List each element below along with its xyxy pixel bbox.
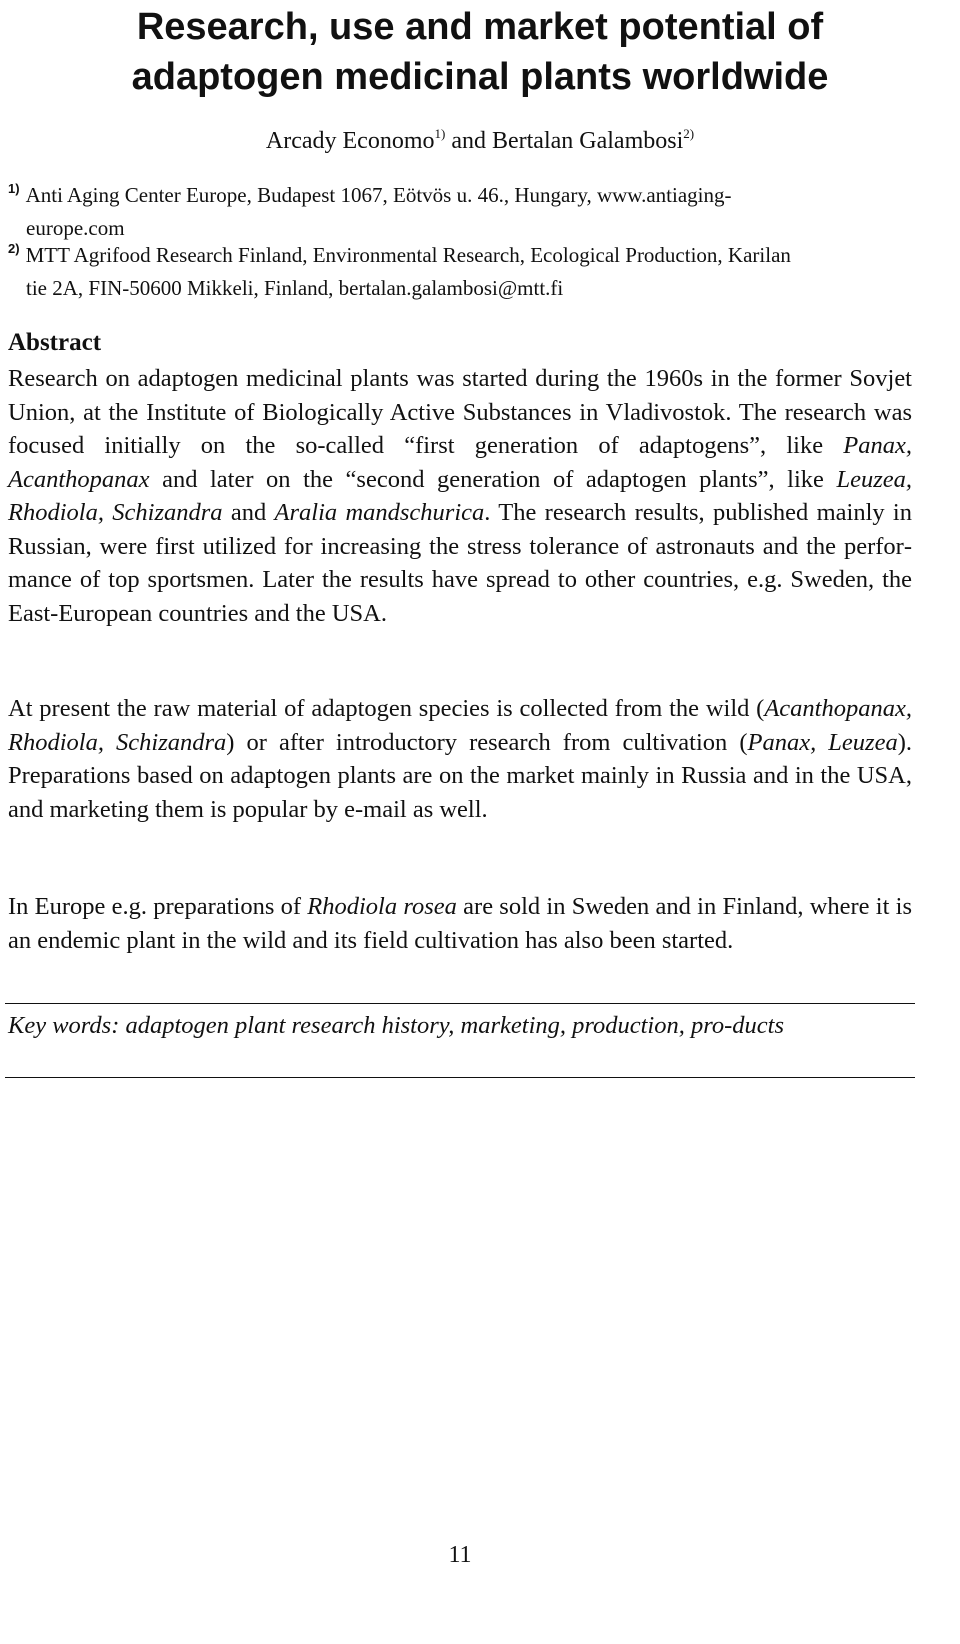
paper-title — [0, 2, 960, 102]
abstract-paragraph-1 — [8, 362, 912, 630]
affiliation-2 — [8, 240, 928, 303]
author-affiliation-mark: 1) — [434, 126, 446, 141]
affiliation-text-continued: tie 2A, FIN-50600 Mikkeli, Finland, bertalan.galambosi@mtt.fi — [26, 276, 564, 300]
species-name: Panax, Acanthopanax — [8, 432, 912, 493]
affiliation-text-continued: europe.com — [26, 216, 125, 240]
abstract-heading: Abstract — [8, 329, 102, 356]
paragraph-text: At present the raw material of adaptogen species is collected from the wild ( — [8, 695, 765, 722]
paragraph-text: and later on the “second generation of adaptogen plants”, like — [149, 465, 837, 493]
author-affiliation-mark: 2) — [683, 126, 695, 141]
species-name: Acanthopanax, Rhodiola, Schizandra — [8, 695, 912, 756]
affiliation-number: 1) — [8, 181, 20, 196]
author-name: Arcady Economo — [265, 128, 435, 154]
species-name: Panax, Leuzea — [747, 728, 898, 756]
species-name: Leuzea, Rhodiola, Schizandra — [8, 465, 912, 526]
paragraph-text: are sold in Sweden and in Finland, where it is an endemic plant in the wild and its field cultivation has also been started. — [8, 893, 912, 954]
paragraph-text: Research on adaptogen medicinal plants was started during the 1960s in the former Sovjet Union, at the Institute of Biologically Active Substances in Vladivostok. The research was focused initially on the so-called “first generation of adaptogens”, like — [8, 365, 912, 459]
author-conjunction: and — [445, 128, 492, 154]
paragraph-text: . The research results, published mainly in Russian, were first utilized for increasing the stress tolerance of astronauts and the performance of top sportsmen. Later the results have spread to other countries, e.g. Sweden, the East-European countries and the USA. — [8, 499, 912, 627]
author-name: Bertalan Galambosi — [491, 128, 684, 154]
author-line — [0, 126, 960, 159]
title-line-1: Research, use and market potential of — [136, 6, 824, 48]
keywords-bottom-rule — [5, 1077, 915, 1078]
affiliation-1 — [8, 180, 928, 243]
abstract-paragraph-2 — [8, 692, 912, 826]
paragraph-text: ). Preparations based on adaptogen plants are on the market mainly in Russia and in the USA, and marketing them is popular by e-mail as well. — [8, 728, 912, 823]
title-line-2: adaptogen medicinal plants worldwide — [131, 56, 829, 98]
abstract-paragraph-3 — [8, 890, 912, 957]
page-number: 11 — [448, 1542, 472, 1568]
paragraph-text: In Europe e.g. preparations of — [8, 893, 308, 920]
affiliation-text: MTT Agrifood Research Finland, Environmental Research, Ecological Production, Karilan — [25, 243, 791, 267]
species-name: Aralia mandschurica — [274, 499, 485, 526]
paragraph-text: and — [222, 499, 275, 526]
paragraph-text: ) or after introductory research from cultivation ( — [226, 728, 748, 756]
affiliation-text: Anti Aging Center Europe, Budapest 1067, Eötvös u. 46., Hungary, www.antiaging- — [25, 183, 732, 207]
affiliation-number: 2) — [8, 241, 20, 256]
keywords: Key words: adaptogen plant research history, marketing, production, pro-ducts — [8, 1012, 784, 1039]
keywords-top-rule — [5, 1003, 915, 1004]
species-name: Rhodiola rosea — [307, 893, 457, 920]
